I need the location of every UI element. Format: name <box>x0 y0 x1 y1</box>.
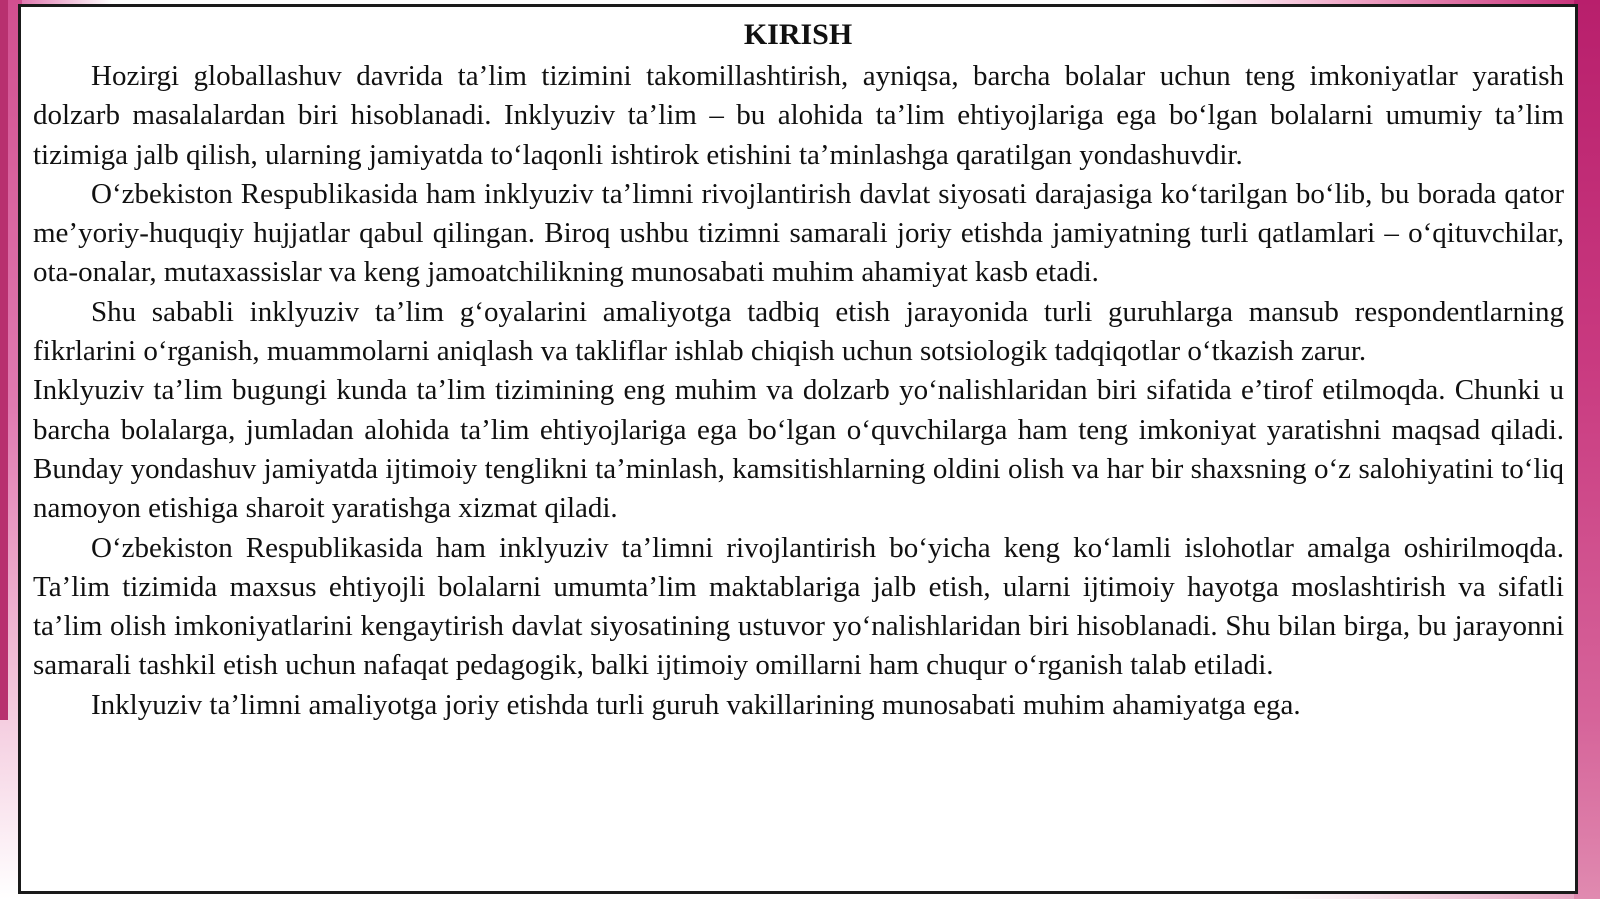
paragraph-3: Shu sababli inklyuziv ta’lim g‘oyalarini amaliyotga tadbiq etish jarayonida turli guruhlarga mansub respondentlarning fikrlarini o‘rganish, muammolarni aniqlash va takliflar ishlab chiqish uchun sotsiologik tadqiqotlar o‘tkazish zarur. <box>33 295 1564 368</box>
paragraph-2: O‘zbekiston Respublikasida ham inklyuziv ta’limni rivojlantirish davlat siyosati darajasiga ko‘tarilgan bo‘lib, bu borada qator me’yoriy-huquqiy hujjatlar qabul qilingan. Biroq ushbu tizimni samarali joriy etishda jamiyatning turli qatlamlari – o‘qituvchilar, ota-onalar, mutaxassislar va keng jamoatchilikning munosabati muhim ahamiyat kasb etadi. <box>33 177 1564 289</box>
document-frame <box>18 4 1578 894</box>
paragraph-5: O‘zbekiston Respublikasida ham inklyuziv ta’limni rivojlantirish bo‘yicha keng ko‘lamli islohotlar amalga oshirilmoqda. Ta’lim tizimida maxsus ehtiyojli bolalarni umumta’lim maktablariga jalb etish, ularni ijtimoiy hayotga moslashtirish va sifatli ta’lim olish imkoniyatlarini kengaytirish davlat siyosatining ustuvor yo‘nalishlaridan biri hisoblanadi. Shu bilan birga, bu jarayonni samarali tashkil etish uchun nafaqat pedagogik, balki ijtimoiy omillarni ham chuqur o‘rganish talab etiladi. <box>33 531 1564 682</box>
paragraph-4: Inklyuziv ta’lim bugungi kunda ta’lim tizimining eng muhim va dolzarb yo‘nalishlaridan biri sifatida e’tirof etilmoqda. Chunki u barcha bolalarga, jumladan alohida ta’lim ehtiyojlariga ega bo‘lgan o‘quvchilarga ham teng imkoniyat yaratishni maqsad qiladi. Bunday yondashuv jamiyatda ijtimoiy tenglikni ta’minlash, kamsitishlarning oldini olish va har bir shaxsning o‘z salohiyatini to‘liq namoyon etishiga sharoit yaratishga xizmat qiladi. <box>33 374 1564 525</box>
decorative-left-stripe <box>0 0 8 720</box>
paragraph-1: Hozirgi globallashuv davrida ta’lim tizimini takomillashtirish, ayniqsa, barcha bolalar uchun teng imkoniyatlar yaratish dolzarb masalalardan biri hisoblanadi. Inklyuziv ta’lim – bu alohida ta’lim ehtiyojlariga ega bo‘lgan bolalarni umumiy ta’lim tizimiga jalb qilish, ularning jamiyatda to‘laqonli ishtirok etishini ta’minlashga qaratilgan yondashuvdir. <box>33 60 1564 171</box>
document-body <box>33 57 1564 725</box>
document-title: KIRISH <box>743 18 853 51</box>
paragraph-6: Inklyuziv ta’limni amaliyotga joriy etishda turli guruh vakillarining munosabati muhim ahamiyatga ega. <box>91 688 1301 721</box>
